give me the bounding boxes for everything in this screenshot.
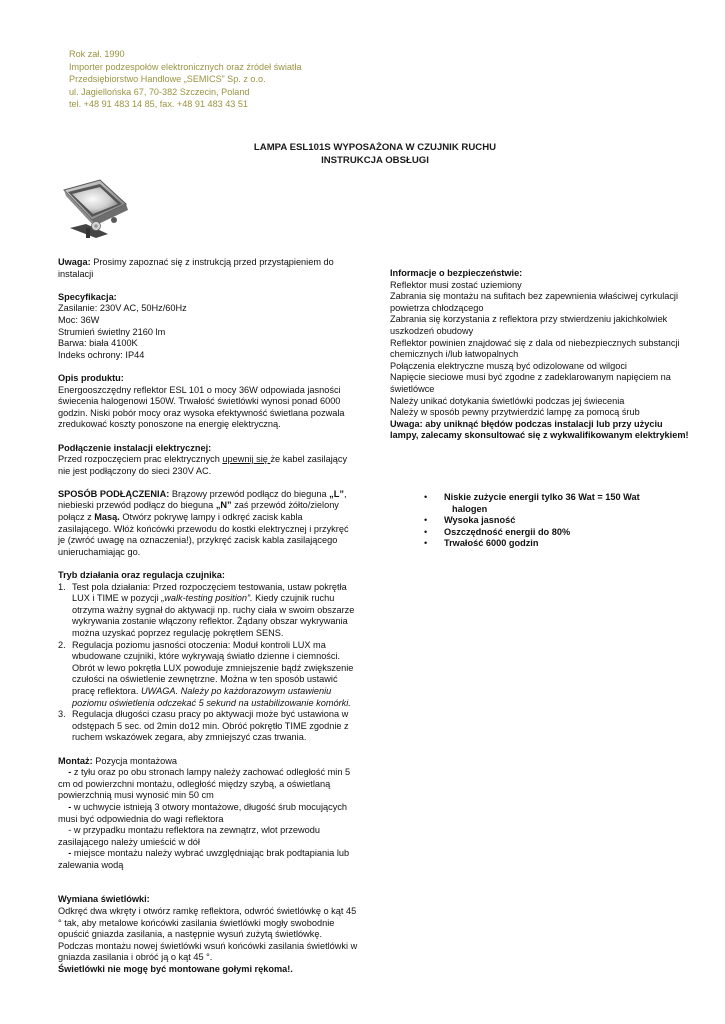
uwaga-electrician xyxy=(390,419,690,442)
step-text: Kiedy czujnik ruchu otrzyma ważny sygnał do aktywacji np. ruchy ciała w swoim obszarze wykrywania zostanie włączony reflektor. Żądany obszar wykrywania można uzyskać poprzez regulację pokrętłem SENS. xyxy=(72,593,355,638)
tryb-steps xyxy=(58,582,358,744)
sposob-section xyxy=(58,489,358,559)
step-number: 2. xyxy=(58,639,66,650)
spec-title: Specyfikacja: xyxy=(58,291,117,302)
left-column xyxy=(58,257,358,976)
step-number: 1. xyxy=(58,581,66,592)
bezpieczenstwo-line: Napięcie sieciowe musi być zgodne z zadeklarowanym napięciem na świetlówce xyxy=(390,372,671,394)
montaz-bullet-text: miejsce montażu należy wybrać uwzględniając brak podtapiania lub zalewania wodą xyxy=(58,848,350,870)
spec-line: Zasilanie: 230V AC, 50Hz/60Hz xyxy=(58,303,187,314)
montaz-dash: - xyxy=(68,801,74,812)
spec-line: Strumień świetlny 2160 lm xyxy=(58,326,166,337)
feature-text: Niskie zużycie energii tylko 36 Wat = 150 Wat xyxy=(444,492,640,502)
uwaga-text: aby uniknąć błędów podczas instalacji lub przy użyciu lampy, zalecamy skonsultować się z wykwalifikowanym elektrykiem! xyxy=(390,418,689,441)
list-item xyxy=(424,527,640,539)
uwaga-label: Uwaga: xyxy=(390,418,423,429)
sposob-text xyxy=(58,489,358,559)
feature-text: Trwałość 6000 godzin xyxy=(444,538,539,549)
opis-text: Energooszczędny reflektor ESL 101 o mocy 36W odpowiada jasności świecenia halogenowi 150W. Trwałość świetlówki wynosi ponad 6000 godzin. Niski pobór mocy oraz wysoka efektywność świetlana pozwala zredukować koszty ponoszone na energię elektryczną. xyxy=(58,384,345,430)
header-line: Importer podzespołów elektronicznych oraz źródeł światła xyxy=(69,61,302,72)
bezpieczenstwo-line: Reflektor powinien znajdować się z dala od niebezpiecznych substancji chemicznych i/lub łatwopalnych xyxy=(390,337,680,360)
sposob-text-1: Brązowy przewód podłącz do bieguna xyxy=(169,488,330,499)
floodlight-lamp-icon xyxy=(56,176,134,246)
montaz-dash: - xyxy=(68,767,74,778)
bezpieczenstwo-line: Należy unikać dotykania świetlówki podczas jej świecenia xyxy=(390,395,625,406)
feature-text: Wysoka jasność xyxy=(444,515,516,526)
sposob-pole-n: „N” xyxy=(215,500,232,511)
montaz-bullet-text: z tyłu oraz po obu stronach lampy należy zachować odległość min 5 cm od powierzchni montażu, odległość między szybą, a oświetlaną powierzchnią musi wynosić min 50 cm xyxy=(58,767,351,801)
wymiana-text: Odkręć dwa wkręty i otwórz ramkę reflektora, odwróć świetlówkę o kąt 45 ° tak, aby metalowe końcówki zasilania świetlówki mogły swobodnie opuścić gniazda zasilania, a następnie wysuń zużytą świetlówkę. Podczas montażu nowej świetlówki wsuń końcówki zasilania świetlówki w gniazda zasilania i obróć ją o kąt 45 °. xyxy=(58,906,358,963)
wymiana-section xyxy=(58,894,358,975)
podlaczenie-section xyxy=(58,443,358,478)
list-item xyxy=(58,709,358,744)
list-item xyxy=(58,582,358,640)
spec-line: Barwa: biała 4100K xyxy=(58,338,138,349)
sposob-text-2: , niebieski przewód podłącz do bieguna xyxy=(58,488,347,511)
bezpieczenstwo-line: Połączenia elektryczne muszą być odizolowane od wilgoci xyxy=(390,360,627,371)
step-number: 3. xyxy=(58,709,66,720)
montaz-bullet xyxy=(58,825,358,848)
step-italic: „walk-testing position”. xyxy=(161,593,253,604)
sposob-text-4: Otwórz pokrywę lampy i odkręć zacisk kabla zasilającego. Włóż końcówki przewodu do kostki elektrycznej i przykręć je (zwróć uwagę na oznaczenia!), przykręć zacisk kabla zasilającego unieruchamiając go. xyxy=(58,512,349,557)
sposob-title: SPOSÓB PODŁĄCZENIA: xyxy=(58,488,170,499)
bezpieczenstwo-title: Informacje o bezpieczeństwie: xyxy=(390,268,523,278)
list-item xyxy=(424,492,640,515)
podlaczenie-text-b: że kabel zasilający nie jest podłączony do sieci 230V AC. xyxy=(58,454,348,476)
uwaga-paragraph xyxy=(58,257,358,280)
title-line-2: INSTRUKCJA OBSŁUGI xyxy=(321,154,429,166)
step-italic: UWAGA. Należy po każdorazowym ustawieniu poziomu oświetlenia odczekać 5 sekund na ustabilizowanie komórki. xyxy=(72,685,351,708)
podlaczenie-title: Podłączenie instalacji elektrycznej: xyxy=(58,442,212,453)
bezpieczenstwo-line: Zabrania się korzystania z reflektora przy stwierdzeniu jakichkolwiek uszkodzeń obudowy xyxy=(390,314,668,336)
wymiana-title: Wymiana świetlówki: xyxy=(58,894,150,905)
header-line: Przedsiębiorstwo Handlowe „SEMICS” Sp. z o.o. xyxy=(69,74,266,85)
montaz-bullet xyxy=(58,848,358,871)
sposob-masa: Masą. xyxy=(94,512,120,523)
montaz-intro: Pozycja montażowa xyxy=(92,755,177,766)
montaz-bullet-text: - w przypadku montażu reflektora na zewnątrz, wlot przewodu zasilającego należy umieścić w dół xyxy=(58,825,320,847)
opis-section xyxy=(58,373,358,431)
montaz-heading xyxy=(58,756,358,768)
feature-text: Oszczędność energii do 80% xyxy=(444,526,571,537)
podlaczenie-text xyxy=(58,454,358,477)
uwaga-text: Prosimy zapoznać się z instrukcją przed przystąpieniem do instalacji xyxy=(58,257,334,279)
montaz-bullet xyxy=(58,767,358,802)
wymiana-warning: Świetlówki nie mogę być montowane gołymi rękoma!. xyxy=(58,964,293,975)
bezpieczenstwo-line: Reflektor musi zostać uziemiony xyxy=(390,279,522,290)
list-item xyxy=(424,538,640,550)
bezpieczenstwo-line: Zabrania się montażu na sufitach bez zapewnienia właściwej cyrkulacji powietrza chłodzącego xyxy=(390,291,679,313)
feature-text-cont: halogen xyxy=(452,503,488,514)
header-line: ul. Jagiellońska 67, 70-382 Szczecin, Poland xyxy=(69,86,250,97)
tryb-title: Tryb działania oraz regulacja czujnika: xyxy=(58,570,225,581)
montaz-bullet xyxy=(58,802,358,825)
step-text: Regulacja długości czasu pracy po aktywacji może być ustawiona w odstępach 5 sec. od 2min do12 min. Obróć pokrętło TIME zgodnie z ruchem wskazówek zegara, aby zmniejszyć czas trwania. xyxy=(72,709,349,743)
uwaga-label: Uwaga: xyxy=(58,257,91,267)
opis-title: Opis produktu: xyxy=(58,372,124,383)
features-list xyxy=(424,492,640,550)
step-text: Test pola działania: Przed rozpoczęciem testowania, ustaw pokrętła LUX i TIME w pozycji xyxy=(72,581,347,604)
spec-line: Moc: 36W xyxy=(58,314,100,325)
montaz-dash: - xyxy=(68,848,74,859)
step-text: Regulacja poziomu jasności otoczenia: Moduł kontroli LUX ma wbudowane czujniki, które wykrywają światło dzienne i ciemności. Obrót w lewo pokrętła LUX powoduje zmniejszenie bądź zwiększenie czułości na oświetlenie zewnętrzne. Można w ten sposób ustawić pracę reflektora. xyxy=(72,639,354,696)
company-header xyxy=(69,48,302,111)
list-item xyxy=(424,515,640,527)
document-title xyxy=(180,142,570,167)
header-line: Rok zał. 1990 xyxy=(69,49,125,59)
spec-section xyxy=(58,292,358,362)
right-column xyxy=(390,268,690,442)
list-item xyxy=(58,640,358,710)
tryb-section xyxy=(58,570,358,744)
sposob-text-3: zaś przewód żółto/zielony połącz z xyxy=(58,500,339,523)
title-line-1: LAMPA ESL101S WYPOSAŻONA W CZUJNIK RUCHU xyxy=(253,142,497,153)
header-line: tel. +48 91 483 14 85, fax. +48 91 483 43 51 xyxy=(69,99,248,110)
montaz-section xyxy=(58,756,358,872)
bezpieczenstwo-line: Należy w sposób pewny przytwierdzić lampę za pomocą śrub xyxy=(390,407,640,418)
podlaczenie-text-a: Przed rozpoczęciem prac elektrycznych xyxy=(58,454,223,465)
montaz-bullet-text: w uchwycie istnieją 3 otwory montażowe, długość śrub mocujących musi być odpowiednia do wagi reflektora xyxy=(58,801,348,824)
sposob-pole-l: „L” xyxy=(329,488,344,499)
spec-line: Indeks ochrony: IP44 xyxy=(58,349,145,360)
podlaczenie-underlined: upewnij się xyxy=(222,454,271,465)
montaz-title: Montaż: xyxy=(58,755,93,766)
